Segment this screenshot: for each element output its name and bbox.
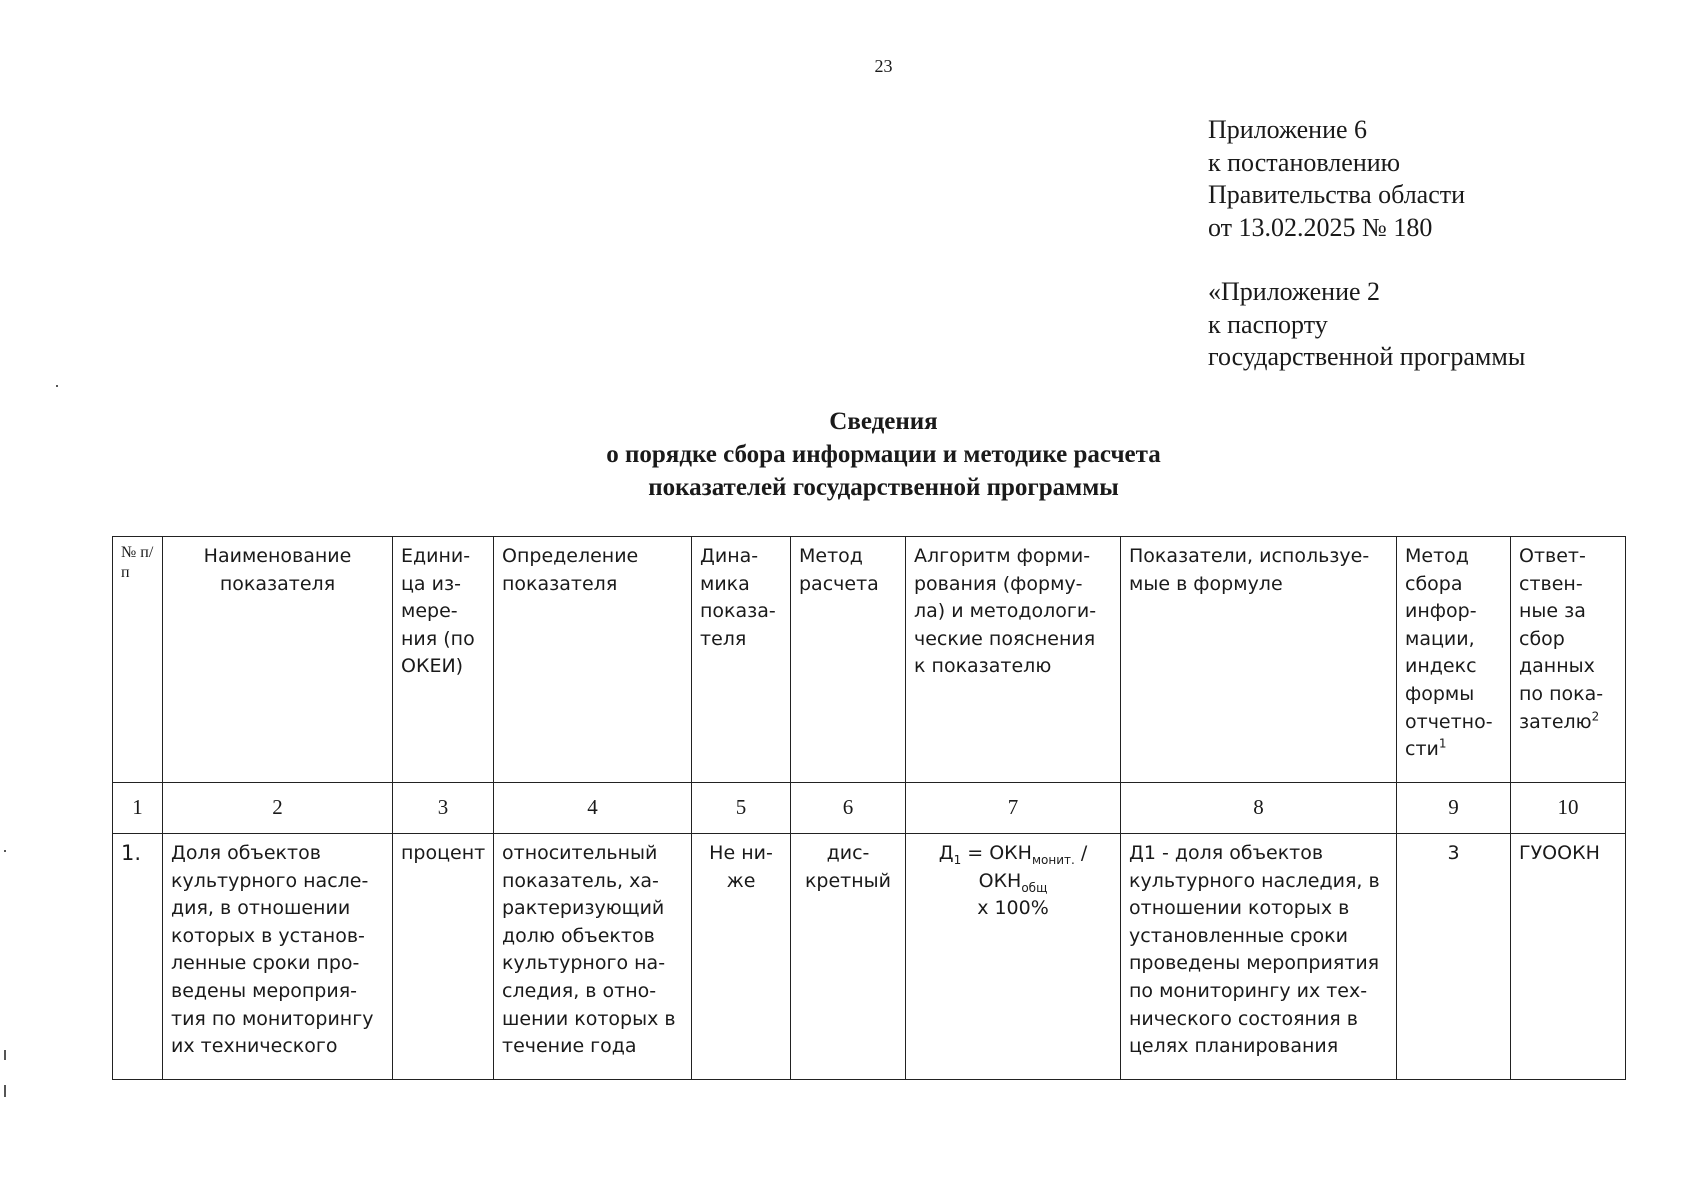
column-number: 3 (393, 783, 494, 834)
column-number: 7 (906, 783, 1121, 834)
row-number: 1. (113, 834, 163, 1080)
header-indicators: Показатели, используе- мые в формуле (1121, 537, 1397, 783)
indicators-table (112, 536, 1626, 1080)
title-line-1: Сведения (829, 408, 938, 435)
header-collection-text: Метод сбора инфор- мации, индекс формы отчетно- сти (1405, 545, 1493, 761)
header-definition: Определение показателя (494, 537, 692, 783)
header-unit: Едини- ца из- мере- ния (по ОКЕИ) (393, 537, 494, 783)
appendix-header-line: от 13.02.2025 № 180 (1208, 212, 1433, 242)
table-row (113, 834, 1626, 1080)
header-no: № п/п (113, 537, 163, 783)
column-number: 1 (113, 783, 163, 834)
title-line-3: показателей государственной программы (648, 474, 1119, 501)
header-algorithm: Алгоритм форми- рования (форму- ла) и методологи- ческие пояснения к показателю (906, 537, 1121, 783)
appendix-reference-line: «Приложение 2 (1208, 277, 1381, 306)
footnote-mark-1: 1 (1438, 736, 1447, 751)
table-header-row (113, 537, 1626, 783)
column-number: 8 (1121, 783, 1397, 834)
indicator-name: Доля объектов культурного насле- дия, в отношении которых в установ- ленные сроки про- ведены мероприя- тия по мониторингу их технического (163, 834, 393, 1080)
column-number: 10 (1511, 783, 1626, 834)
header-name: Наименование показателя (163, 537, 393, 783)
formula-sub-total: общ (1021, 880, 1048, 895)
appendix-header-line: Приложение 6 (1208, 115, 1368, 144)
appendix-header-line: Правительства области (1208, 180, 1466, 209)
column-number: 2 (163, 783, 393, 834)
column-number-row (113, 783, 1626, 834)
appendix-reference-line: к паспорту (1208, 309, 1328, 339)
column-number: 6 (791, 783, 906, 834)
formula-tail: х 100% (977, 897, 1049, 920)
scan-speck (4, 1085, 6, 1097)
scan-speck (4, 1050, 6, 1060)
appendix-reference-line: государственной программы (1208, 342, 1526, 371)
indicator-definition: относительный показатель, ха- рактеризующий долю объектов культурного на- следия, в отно- шении которых в течение года (494, 834, 692, 1080)
formula-lhs-sub: 1 (953, 852, 962, 867)
header-responsible-text: Ответ- ствен- ные за сбор данных по пока- зателю (1519, 545, 1604, 733)
indicator-dynamics: Не ни- же (692, 834, 791, 1080)
footnote-mark-2: 2 (1591, 709, 1600, 724)
indicator-method: дис- кретный (791, 834, 906, 1080)
header-collection (1397, 537, 1511, 783)
page-number: 23 (874, 56, 893, 76)
column-number: 5 (692, 783, 791, 834)
header-method: Метод расчета (791, 537, 906, 783)
formula-mid: / ОКН (978, 842, 1088, 892)
header-responsible (1511, 537, 1626, 783)
appendix-header (1208, 114, 1465, 244)
column-number: 9 (1397, 783, 1511, 834)
document-title (0, 405, 1697, 504)
scan-speck (4, 850, 6, 852)
formula-eq: = ОКН (961, 842, 1032, 864)
indicator-variables: Д1 - доля объектов культурного наследия, в отношении которых в установленные сроки проведены мероприятия по мониторингу их тех- нического состояния в целях планирования (1121, 834, 1397, 1080)
title-line-2: о порядке сбора информации и методике расчета (606, 441, 1161, 468)
scan-speck (56, 385, 58, 387)
indicator-formula (906, 834, 1121, 1080)
formula-lhs: Д (938, 842, 954, 864)
appendix-reference (1208, 276, 1525, 374)
header-dynamics: Дина- мика показа- теля (692, 537, 791, 783)
formula-sub-monit: монит. (1031, 852, 1075, 867)
indicator-unit: процент (393, 834, 494, 1080)
column-number: 4 (494, 783, 692, 834)
appendix-header-line: к постановлению (1208, 147, 1401, 177)
responsible-party: ГУООКН (1511, 834, 1626, 1080)
collection-method: 3 (1397, 834, 1511, 1080)
